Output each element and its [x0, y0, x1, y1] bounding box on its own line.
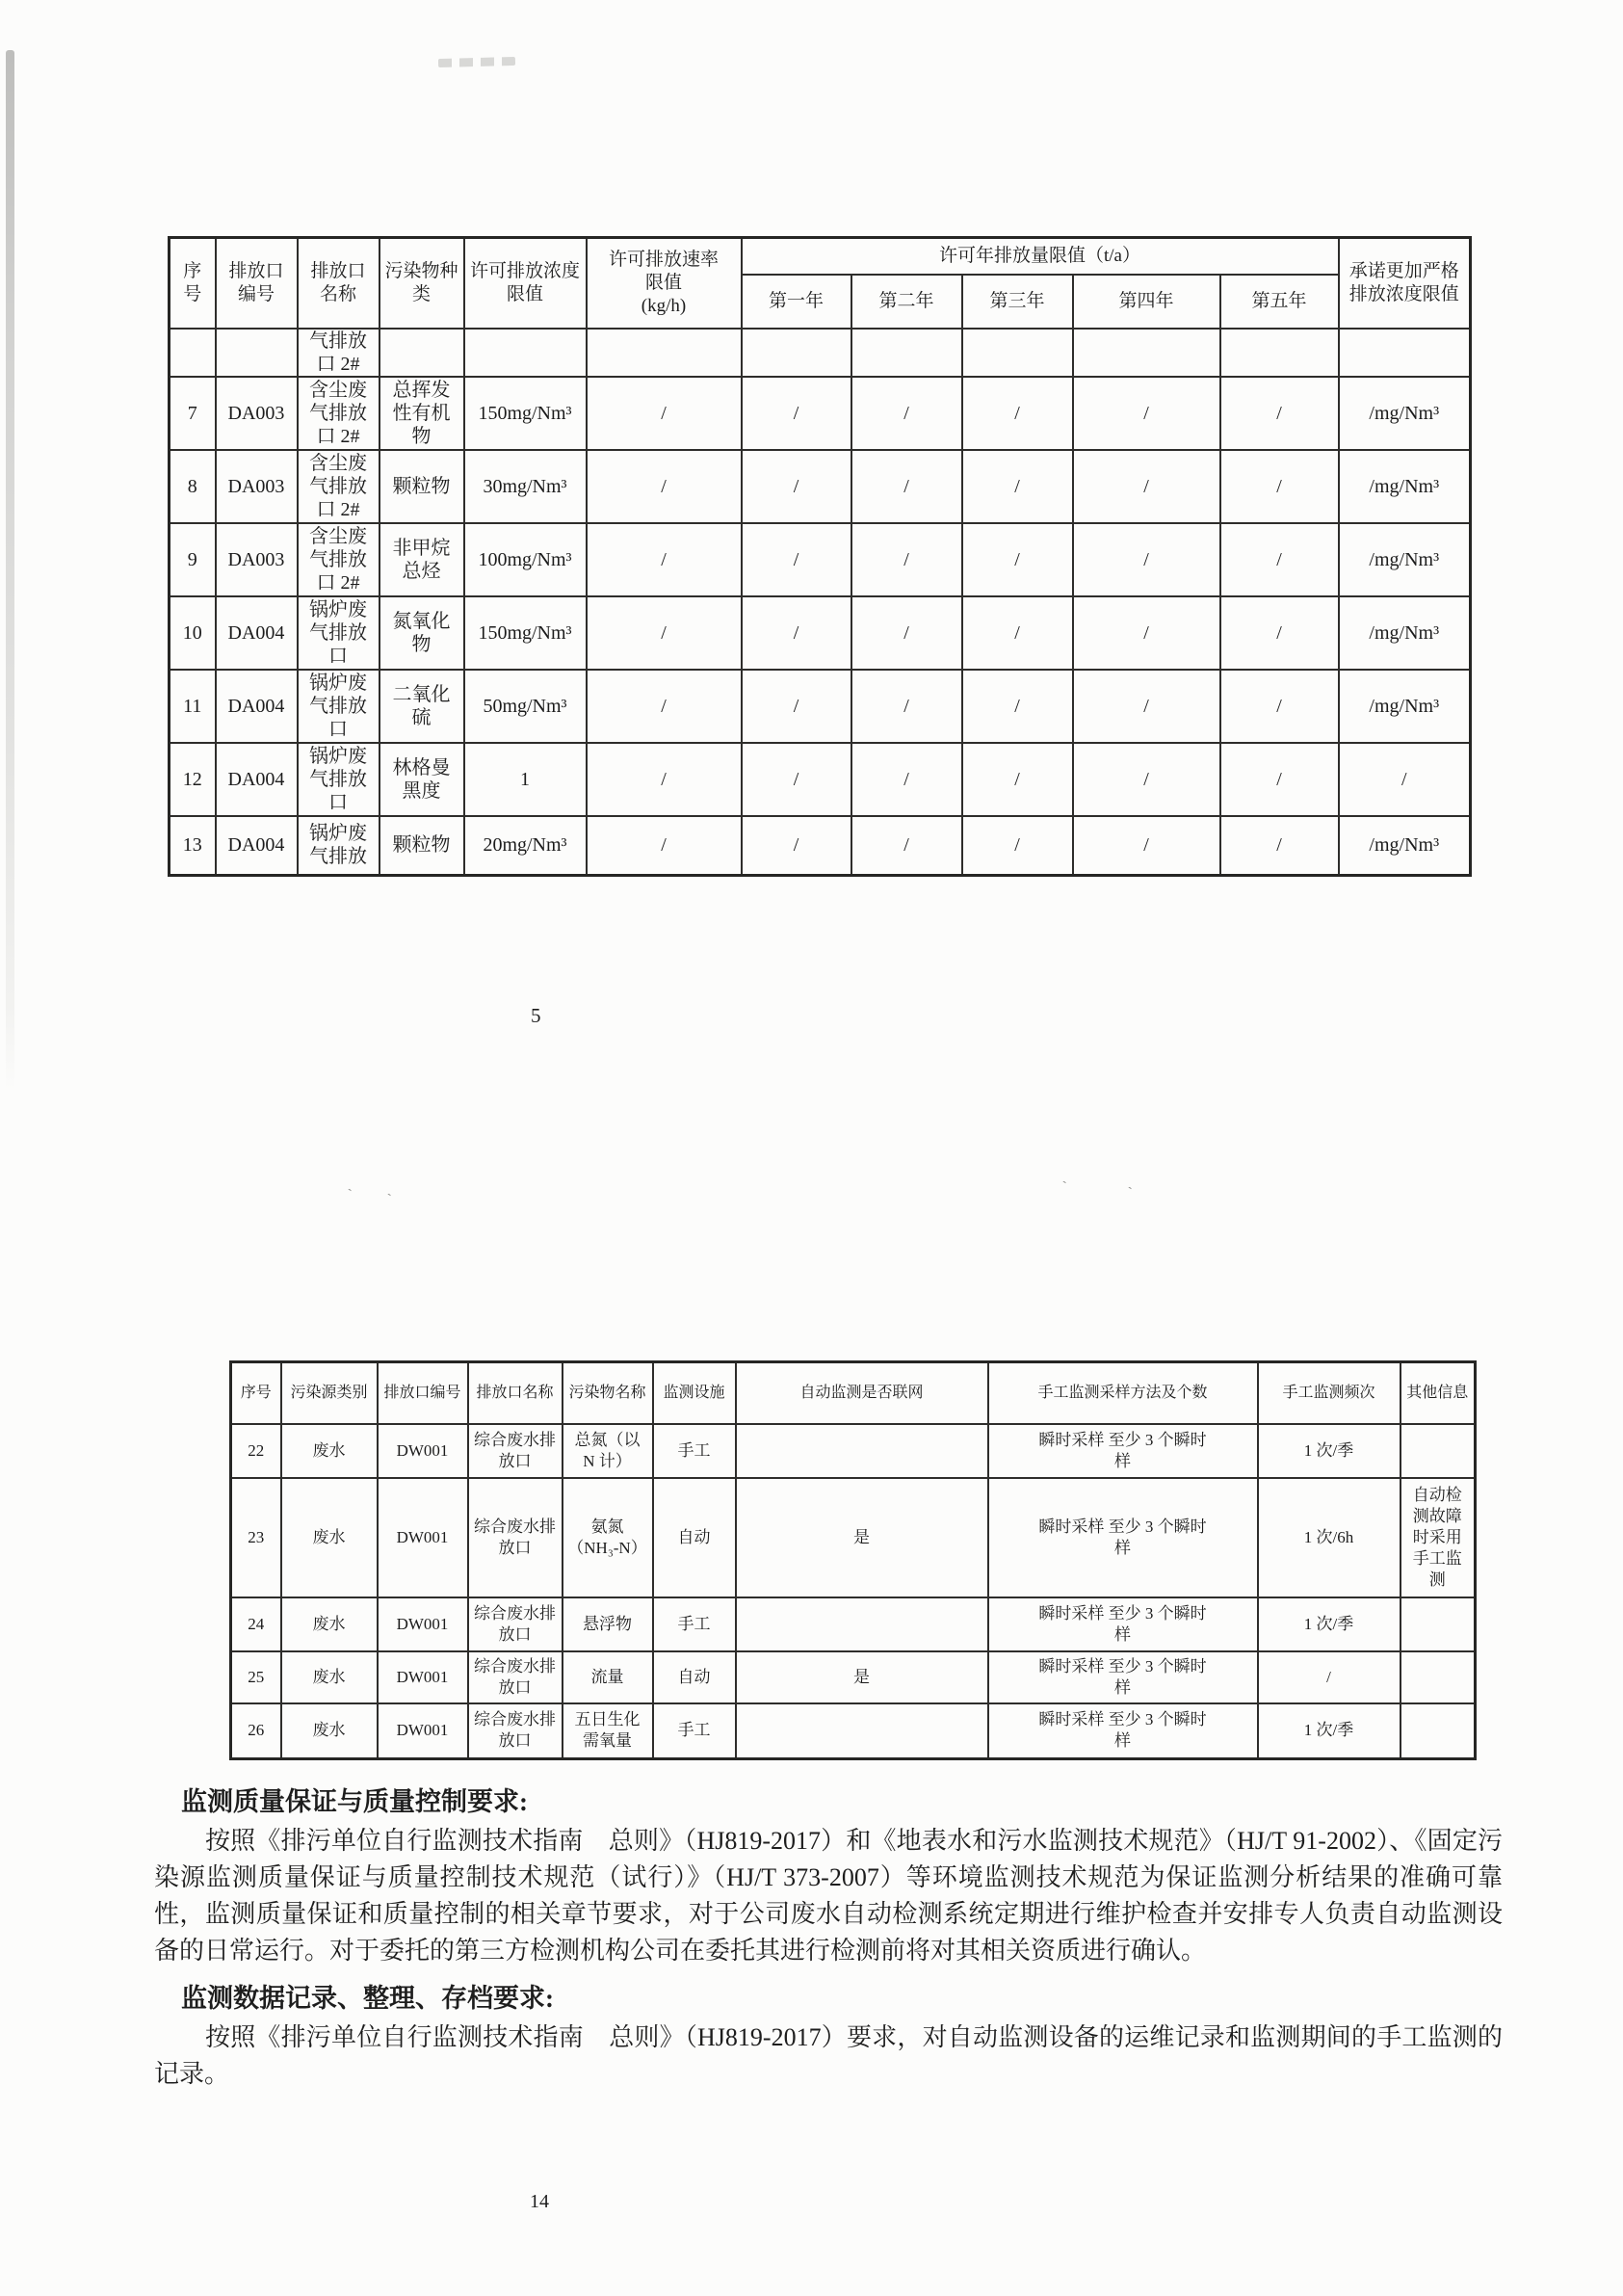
cell: / [742, 523, 851, 596]
cell [1073, 329, 1220, 377]
t2-header-other-info: 其他信息 [1400, 1362, 1476, 1424]
cell: 1 次/季 [1258, 1703, 1400, 1759]
emission-limits-table [168, 236, 1472, 877]
table-row [231, 1424, 1476, 1478]
cell: /mg/Nm³ [1339, 670, 1471, 743]
cell: 总氮（以 N 计） [563, 1424, 653, 1478]
t2-header-outlet-name: 排放口名称 [468, 1362, 563, 1424]
cell: 150mg/Nm³ [464, 596, 587, 670]
cell: 非甲烷总烃 [380, 523, 464, 596]
table-row [231, 1597, 1476, 1651]
cell: 100mg/Nm³ [464, 523, 587, 596]
cell: / [962, 523, 1073, 596]
t1-header-rate-unit: (kg/h) [641, 295, 687, 316]
t2-header-manual-method: 手工监测采样方法及个数 [988, 1362, 1258, 1424]
cell: DW001 [378, 1703, 468, 1759]
cell: / [1073, 596, 1220, 670]
cell: 颗粒物 [380, 816, 464, 876]
cell: 含尘废气排放口 2# [298, 450, 380, 523]
t1-header-conc-limit: 许可排放浓度限值 [464, 238, 587, 329]
page-number-14: 14 [530, 2191, 549, 2212]
cell: / [962, 450, 1073, 523]
table-row [231, 1478, 1476, 1597]
cell: 综合废水排放口 [468, 1651, 563, 1703]
cell: 20mg/Nm³ [464, 816, 587, 876]
cell [1400, 1703, 1476, 1759]
cell: DW001 [378, 1651, 468, 1703]
cell: 氮氧化物 [380, 596, 464, 670]
monitoring-requirements-table [229, 1360, 1477, 1760]
cell: 24 [231, 1597, 281, 1651]
cell [1400, 1597, 1476, 1651]
cell: / [587, 816, 742, 876]
cell: 1 次/季 [1258, 1597, 1400, 1651]
cell: 锅炉废气排放口 [298, 596, 380, 670]
t1-header-outlet-name: 排放口名称 [298, 238, 380, 329]
cell: 氨氮（NH₃-N） [563, 1478, 653, 1597]
cell: DA004 [216, 816, 298, 876]
cell: 10 [170, 596, 216, 670]
cell: DW001 [378, 1597, 468, 1651]
cell: 1 次/季 [1258, 1424, 1400, 1478]
t1-header-index: 序号 [170, 238, 216, 329]
cell: / [587, 596, 742, 670]
table-row [231, 1703, 1476, 1759]
cell: 是 [736, 1478, 988, 1597]
t2-header-index: 序号 [231, 1362, 281, 1424]
cell: / [587, 450, 742, 523]
table-row [170, 377, 1471, 450]
cell: 7 [170, 377, 216, 450]
cell: / [742, 816, 851, 876]
cell: / [742, 450, 851, 523]
t1-header-outlet-no: 排放口编号 [216, 238, 298, 329]
cell: 手工 [653, 1424, 736, 1478]
cell: / [742, 670, 851, 743]
cell: 流量 [563, 1651, 653, 1703]
cell [1220, 329, 1339, 377]
cell: 26 [231, 1703, 281, 1759]
cell: 9 [170, 523, 216, 596]
cell [742, 329, 851, 377]
cell: 废水 [281, 1424, 378, 1478]
scan-stray-mark: ˏ [1060, 1168, 1068, 1185]
t2-header-outlet-no: 排放口编号 [378, 1362, 468, 1424]
cell: 8 [170, 450, 216, 523]
scan-stray-mark: ˏ [345, 1175, 353, 1193]
cell [1400, 1651, 1476, 1703]
cell [736, 1424, 988, 1478]
cell: 五日生化需氧量 [563, 1703, 653, 1759]
cell: / [587, 670, 742, 743]
t2-header-monitor-facility: 监测设施 [653, 1362, 736, 1424]
cell: 综合废水排放口 [468, 1597, 563, 1651]
cell: 综合废水排放口 [468, 1478, 563, 1597]
cell: / [1073, 377, 1220, 450]
cell [587, 329, 742, 377]
cell: 颗粒物 [380, 450, 464, 523]
cell: / [851, 450, 962, 523]
cell: 瞬时采样 至少 3 个瞬时样 [988, 1478, 1258, 1597]
t1-header-pollutant: 污染物种类 [380, 238, 464, 329]
cell: 二氧化硫 [380, 670, 464, 743]
t2-header-pollutant-name: 污染物名称 [563, 1362, 653, 1424]
cell: 锅炉废气排放口 [298, 670, 380, 743]
cell: 瞬时采样 至少 3 个瞬时样 [988, 1424, 1258, 1478]
cell: / [1220, 670, 1339, 743]
cell: / [1073, 450, 1220, 523]
cell: 含尘废气排放口 2# [298, 523, 380, 596]
cell: / [1073, 743, 1220, 816]
cell: / [1220, 523, 1339, 596]
cell: 瞬时采样 至少 3 个瞬时样 [988, 1703, 1258, 1759]
cell: 瞬时采样 至少 3 个瞬时样 [988, 1651, 1258, 1703]
cell: DA003 [216, 377, 298, 450]
cell: 含尘废气排放口 2# [298, 377, 380, 450]
t2-body [231, 1424, 1476, 1759]
cell: / [962, 670, 1073, 743]
t1-header-rate-limit [587, 238, 742, 329]
scan-edge-artifact [6, 50, 14, 1091]
cell: / [851, 523, 962, 596]
t1-header-year4: 第四年 [1073, 275, 1220, 329]
table-row [231, 1651, 1476, 1703]
table-row [170, 523, 1471, 596]
cell [380, 329, 464, 377]
record-archive-heading: 监测数据记录、整理、存档要求: [181, 1984, 554, 2013]
cell: DW001 [378, 1478, 468, 1597]
page-number-5: 5 [531, 1004, 541, 1027]
cell: DA004 [216, 596, 298, 670]
t1-header-commitment: 承诺更加严格排放浓度限值 [1339, 238, 1471, 329]
table-row [170, 816, 1471, 876]
cell: 25 [231, 1651, 281, 1703]
cell: DA004 [216, 670, 298, 743]
cell [736, 1597, 988, 1651]
t1-header-year5: 第五年 [1220, 275, 1339, 329]
cell: / [851, 816, 962, 876]
cell: / [1220, 743, 1339, 816]
cell [1339, 329, 1471, 377]
t1-header-rate-label: 许可排放速率限值 [608, 249, 719, 293]
table-row [170, 670, 1471, 743]
cell: 1 次/6h [1258, 1478, 1400, 1597]
cell: / [1073, 816, 1220, 876]
cell: / [587, 523, 742, 596]
qa-qc-paragraph: 按照《排污单位自行监测技术指南 总则》（HJ819-2017）和《地表水和污水监测技术规范》（HJ/T 91-2002）、《固定污染源监测质量保证与质量控制技术规范（试行）》（HJ/T 373-2007）等环境监测技术规范为保证监测分析结果的准确可靠性，监测质量保证和质量控制的相关章节要求，对于公司废水自动检测系统定期进行维护检查并安排专人负责自动监测设备的日常运行。对于委托的第三方检测机构公司在委托其进行检测前将对其相关资质进行确认。 [154, 1827, 1503, 1965]
cell: 废水 [281, 1478, 378, 1597]
cell: 23 [231, 1478, 281, 1597]
cell: / [1220, 377, 1339, 450]
cell: 13 [170, 816, 216, 876]
cell: DA004 [216, 743, 298, 816]
cell: 气排放口 2# [298, 329, 380, 377]
cell: / [587, 743, 742, 816]
cell: / [851, 743, 962, 816]
cell: 22 [231, 1424, 281, 1478]
scan-smudge-artifact [438, 57, 515, 67]
cell: 林格曼黑度 [380, 743, 464, 816]
cell: / [962, 377, 1073, 450]
cell: / [1220, 450, 1339, 523]
cell: 是 [736, 1651, 988, 1703]
cell: 12 [170, 743, 216, 816]
cell: / [1220, 596, 1339, 670]
t1-header-year1: 第一年 [742, 275, 851, 329]
notes-section [154, 1782, 1503, 2100]
cell: / [742, 377, 851, 450]
t1-header-year3: 第三年 [962, 275, 1073, 329]
cell: 废水 [281, 1597, 378, 1651]
cell: / [962, 596, 1073, 670]
cell: / [742, 743, 851, 816]
cell [170, 329, 216, 377]
cell [216, 329, 298, 377]
cell: 手工 [653, 1597, 736, 1651]
t2-header-source-type: 污染源类别 [281, 1362, 378, 1424]
cell: / [851, 596, 962, 670]
cell: / [962, 816, 1073, 876]
cell: 综合废水排放口 [468, 1424, 563, 1478]
cell [464, 329, 587, 377]
cell: 手工 [653, 1703, 736, 1759]
cell [962, 329, 1073, 377]
cell: DA003 [216, 523, 298, 596]
cell: / [1339, 743, 1471, 816]
cell: 50mg/Nm³ [464, 670, 587, 743]
cell: /mg/Nm³ [1339, 816, 1471, 876]
table-row [170, 596, 1471, 670]
cell: 废水 [281, 1703, 378, 1759]
cell: / [1220, 816, 1339, 876]
scan-stray-mark: ˏ [384, 1180, 393, 1198]
cell: / [851, 377, 962, 450]
cell: 锅炉废气排放口 [298, 743, 380, 816]
cell: 锅炉废气排放 [298, 816, 380, 876]
cell: 悬浮物 [563, 1597, 653, 1651]
cell [1400, 1424, 1476, 1478]
cell: / [962, 743, 1073, 816]
cell: / [1258, 1651, 1400, 1703]
scan-stray-mark: ˏ [1125, 1174, 1134, 1191]
cell: /mg/Nm³ [1339, 377, 1471, 450]
table-row [170, 329, 1471, 377]
cell: 总挥发性有机物 [380, 377, 464, 450]
cell: / [587, 377, 742, 450]
cell: /mg/Nm³ [1339, 523, 1471, 596]
cell: / [851, 670, 962, 743]
table-row [170, 450, 1471, 523]
t2-header-manual-frequency: 手工监测频次 [1258, 1362, 1400, 1424]
cell: 废水 [281, 1651, 378, 1703]
cell: 1 [464, 743, 587, 816]
t1-body [170, 329, 1471, 876]
cell: / [1073, 670, 1220, 743]
cell: 11 [170, 670, 216, 743]
cell: 瞬时采样 至少 3 个瞬时样 [988, 1597, 1258, 1651]
record-archive-paragraph: 按照《排污单位自行监测技术指南 总则》（HJ819-2017）要求，对自动监测设备的运维记录和监测期间的手工监测的记录。 [154, 2023, 1503, 2088]
cell: /mg/Nm³ [1339, 596, 1471, 670]
cell: DW001 [378, 1424, 468, 1478]
cell: 30mg/Nm³ [464, 450, 587, 523]
qa-qc-heading: 监测质量保证与质量控制要求: [181, 1787, 528, 1816]
cell: 综合废水排放口 [468, 1703, 563, 1759]
t1-header-year2: 第二年 [851, 275, 962, 329]
cell: 自动 [653, 1478, 736, 1597]
cell: / [1073, 523, 1220, 596]
cell [736, 1703, 988, 1759]
t2-header-auto-networked: 自动监测是否联网 [736, 1362, 988, 1424]
cell: 自动检测故障时采用手工监测 [1400, 1478, 1476, 1597]
cell: DA003 [216, 450, 298, 523]
table-row [170, 743, 1471, 816]
cell: /mg/Nm³ [1339, 450, 1471, 523]
t1-header-annual-limit: 许可年排放量限值（t/a） [742, 238, 1339, 275]
cell [851, 329, 962, 377]
cell: / [742, 596, 851, 670]
cell: 自动 [653, 1651, 736, 1703]
cell: 150mg/Nm³ [464, 377, 587, 450]
